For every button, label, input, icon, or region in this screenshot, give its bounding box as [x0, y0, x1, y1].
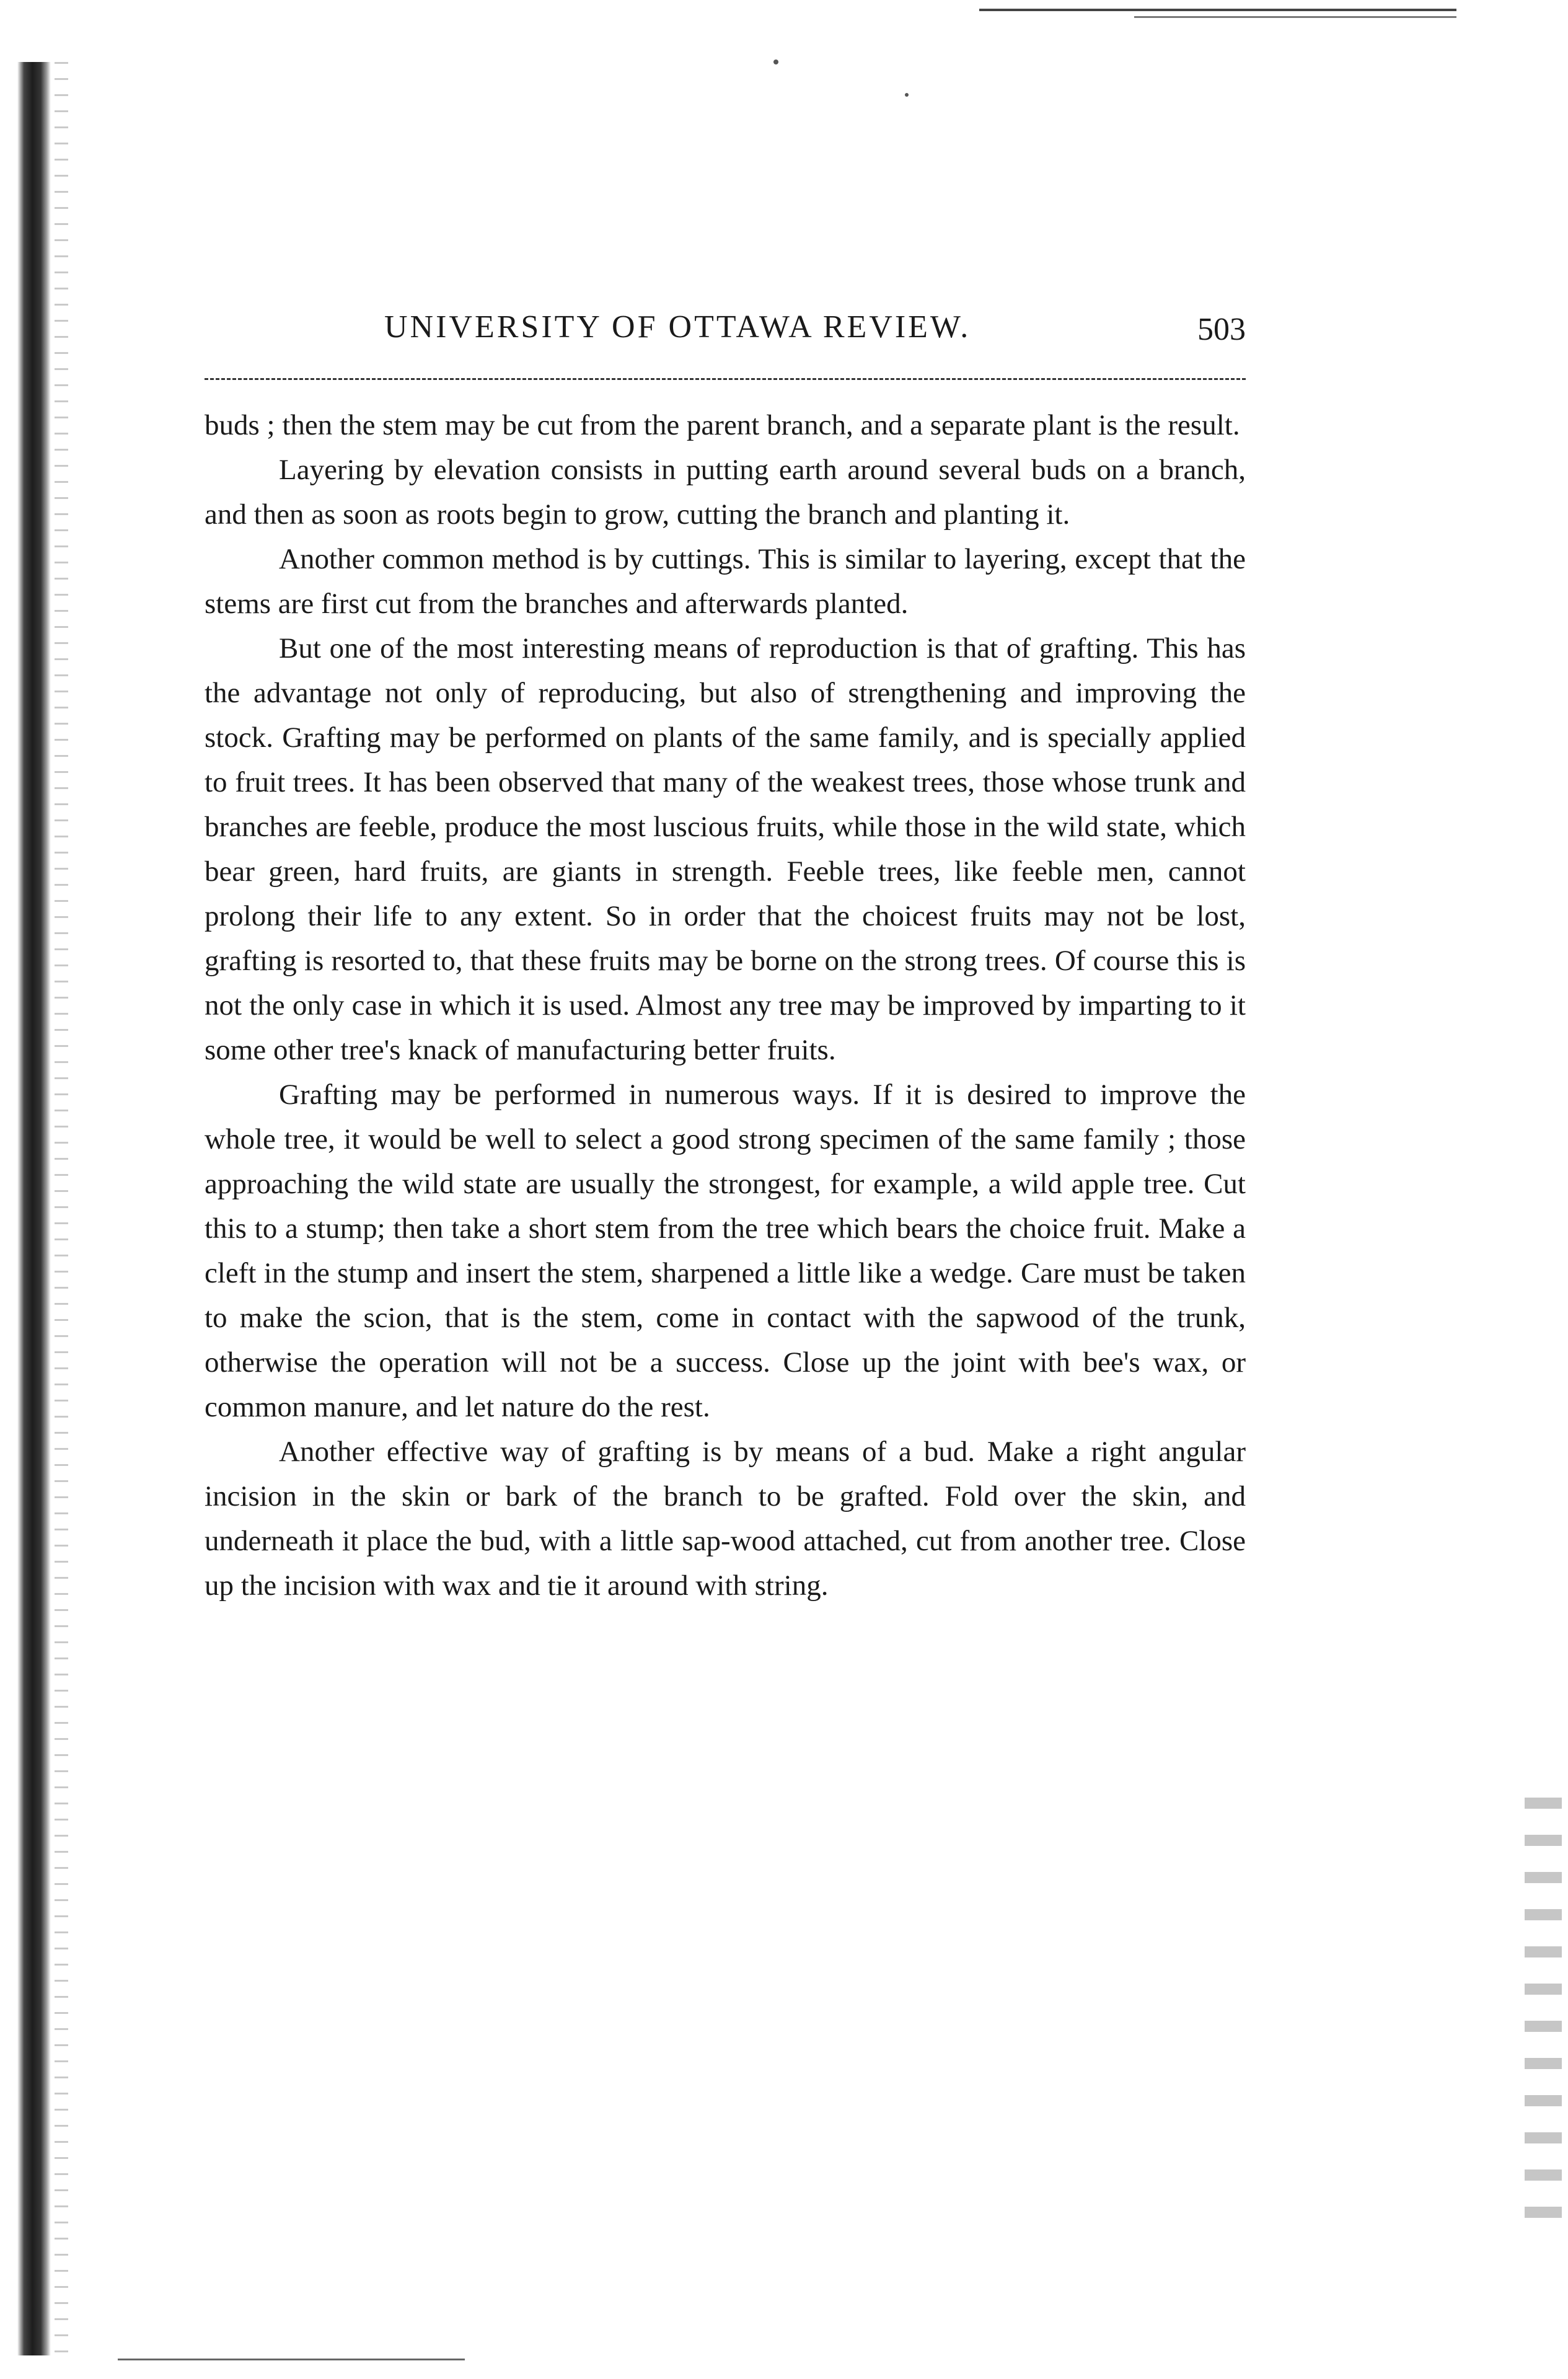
paragraph: Another common method is by cuttings. This is similar to layering, except that the stems are first cut from the branches and afterwards planted.: [205, 543, 1246, 620]
scan-speck: [905, 93, 909, 97]
paragraph: buds ; then the stem may be cut from the parent branch, and a separate plant is the result.: [205, 409, 1240, 441]
binding-speckle: [55, 62, 68, 2355]
right-edge-marks: [1525, 1798, 1562, 2244]
top-scan-rule: [979, 9, 1456, 11]
running-header: [205, 309, 1246, 364]
journal-title: UNIVERSITY OF OTTAWA REVIEW.: [384, 309, 971, 345]
paragraph: Layering by elevation consists in putting earth around several buds on a branch, and then as soon as roots begin to grow, cutting the branch and planting it.: [205, 454, 1246, 531]
paragraph: Grafting may be performed in numerous ways. If it is desired to improve the whole tree, it would be well to select a good strong specimen of the same family ; those approaching the wild state are usually the strongest, for example, a wild apple tree. Cut this to a stump; then take a short stem from the tree which bears the choice fruit. Make a cleft in the stump and insert the stem, sharpened a little like a wedge. Care must be taken to make the scion, that is the stem, come in contact with the sapwood of the trunk, otherwise the operation will not be a success. Close up the joint with bee's wax, or common manure, and let nature do the rest.: [205, 1079, 1246, 1423]
paragraph: But one of the most interesting means of reproduction is that of grafting. This has the advantage not only of reproducing, but also of strengthening and improving the stock. Grafting may be performed on plants of the same family, and is specially applied to fruit trees. It has been observed that many of the weakest trees, those whose trunk and branches are feeble, produce the most luscious fruits, while those in the wild state, which bear green, hard fruits, are giants in strength. Feeble trees, like feeble men, cannot prolong their life to any extent. So in order that the choicest fruits may not be lost, grafting is resorted to, that these fruits may be borne on the strong trees. Of course this is not the only case in which it is used. Almost any tree may be improved by imparting to it some other tree's knack of manufacturing better fruits.: [205, 632, 1246, 1066]
top-scan-rule-secondary: [1134, 16, 1456, 18]
scan-speck: [773, 60, 778, 64]
page-number: 503: [1197, 312, 1246, 347]
paragraph: Another effective way of grafting is by means of a bud. Make a right angular incision in the skin or bark of the branch to be grafted. Fold over the skin, and underneath it place the bud, with a little sap-wood attached, cut from another tree. Close up the incision with wax and tie it around with string.: [205, 1436, 1246, 1602]
bottom-scan-rule: [118, 2359, 465, 2360]
header-rule: [205, 378, 1246, 380]
article-body: [205, 403, 1246, 1608]
page-binding-edge: [17, 62, 51, 2355]
